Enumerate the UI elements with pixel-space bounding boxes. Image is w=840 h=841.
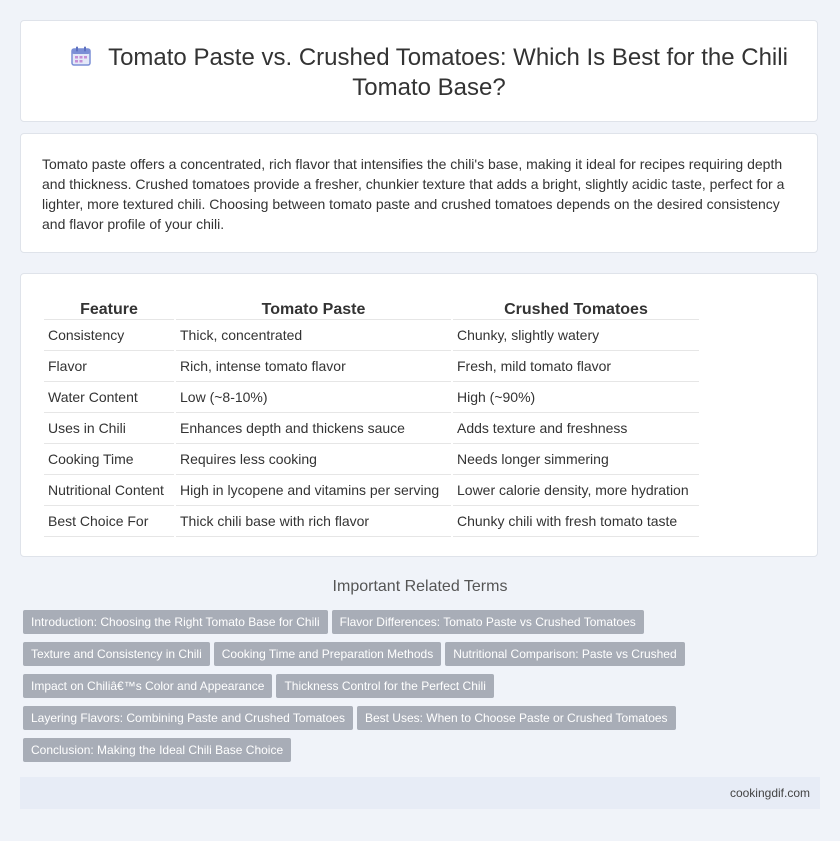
- intro-paragraph: Tomato paste offers a concentrated, rich flavor that intensifies the chili's base, making it ideal for recipes requiring depth and thickness. Crushed tomatoes provide a fresher, chunkier texture that adds a bright, slightly acidic taste, perfect for a lighter, more textured chili. Choosing between tomato paste and crushed tomatoes depends on the desired consistency and flavor profile of your chili.: [42, 156, 785, 232]
- comparison-table: [42, 295, 701, 537]
- related-term-tag[interactable]: Thickness Control for the Perfect Chili: [276, 674, 493, 698]
- table-row: [44, 444, 699, 475]
- table-cell-crushed: Adds texture and freshness: [453, 413, 699, 444]
- table-row: [44, 351, 699, 382]
- calendar-icon: [70, 45, 92, 67]
- header-card: [20, 20, 818, 122]
- table-cell-paste: High in lycopene and vitamins per serving: [176, 475, 451, 506]
- related-terms-tags: [23, 610, 703, 770]
- related-term-tag[interactable]: Impact on Chiliâ€™s Color and Appearance: [23, 674, 272, 698]
- table-cell-feature: Water Content: [44, 382, 174, 413]
- column-header-feature: Feature: [44, 295, 174, 320]
- title-wrap: [61, 43, 797, 103]
- related-term-tag[interactable]: Introduction: Choosing the Right Tomato Base for Chili: [23, 610, 328, 634]
- related-term-tag[interactable]: Best Uses: When to Choose Paste or Crushed Tomatoes: [357, 706, 676, 730]
- related-term-tag[interactable]: Texture and Consistency in Chili: [23, 642, 210, 666]
- tag-row: [23, 706, 703, 738]
- tag-row: [23, 674, 703, 706]
- table-cell-paste: Requires less cooking: [176, 444, 451, 475]
- table-cell-feature: Flavor: [44, 351, 174, 382]
- table-cell-feature: Best Choice For: [44, 506, 174, 537]
- table-row: [44, 506, 699, 537]
- footer-site-name: cookingdif.com: [729, 786, 810, 800]
- table-cell-feature: Cooking Time: [44, 444, 174, 475]
- table-row: [44, 413, 699, 444]
- table-cell-feature: Consistency: [44, 320, 174, 351]
- page-title: Tomato Paste vs. Crushed Tomatoes: Which Is Best for the Chili Tomato Base?: [108, 44, 788, 101]
- table-cell-paste: Rich, intense tomato flavor: [176, 351, 451, 382]
- table-cell-paste: Thick chili base with rich flavor: [176, 506, 451, 537]
- related-term-tag[interactable]: Conclusion: Making the Ideal Chili Base Choice: [23, 738, 291, 762]
- tag-row: [23, 738, 703, 770]
- footer: [20, 777, 820, 809]
- related-term-tag[interactable]: Nutritional Comparison: Paste vs Crushed: [445, 642, 684, 666]
- related-terms-heading: Important Related Terms: [332, 578, 508, 595]
- table-cell-crushed: Needs longer simmering: [453, 444, 699, 475]
- table-cell-paste: Enhances depth and thickens sauce: [176, 413, 451, 444]
- tag-row: [23, 610, 703, 642]
- column-header-tomato-paste: Tomato Paste: [176, 295, 451, 320]
- table-header-row: [44, 295, 699, 320]
- comparison-table-card: [20, 273, 818, 557]
- table-cell-feature: Nutritional Content: [44, 475, 174, 506]
- table-cell-crushed: Fresh, mild tomato flavor: [453, 351, 699, 382]
- tag-row: [23, 642, 703, 674]
- table-cell-crushed: Lower calorie density, more hydration: [453, 475, 699, 506]
- related-term-tag[interactable]: Layering Flavors: Combining Paste and Crushed Tomatoes: [23, 706, 353, 730]
- related-term-tag[interactable]: Cooking Time and Preparation Methods: [214, 642, 441, 666]
- table-cell-paste: Thick, concentrated: [176, 320, 451, 351]
- table-row: [44, 320, 699, 351]
- table-row: [44, 475, 699, 506]
- related-term-tag[interactable]: Flavor Differences: Tomato Paste vs Crushed Tomatoes: [332, 610, 644, 634]
- table-cell-crushed: Chunky, slightly watery: [453, 320, 699, 351]
- table-cell-feature: Uses in Chili: [44, 413, 174, 444]
- column-header-crushed-tomatoes: Crushed Tomatoes: [453, 295, 699, 320]
- intro-card: [20, 133, 818, 253]
- table-row: [44, 382, 699, 413]
- table-cell-paste: Low (~8-10%): [176, 382, 451, 413]
- table-cell-crushed: Chunky chili with fresh tomato taste: [453, 506, 699, 537]
- table-cell-crushed: High (~90%): [453, 382, 699, 413]
